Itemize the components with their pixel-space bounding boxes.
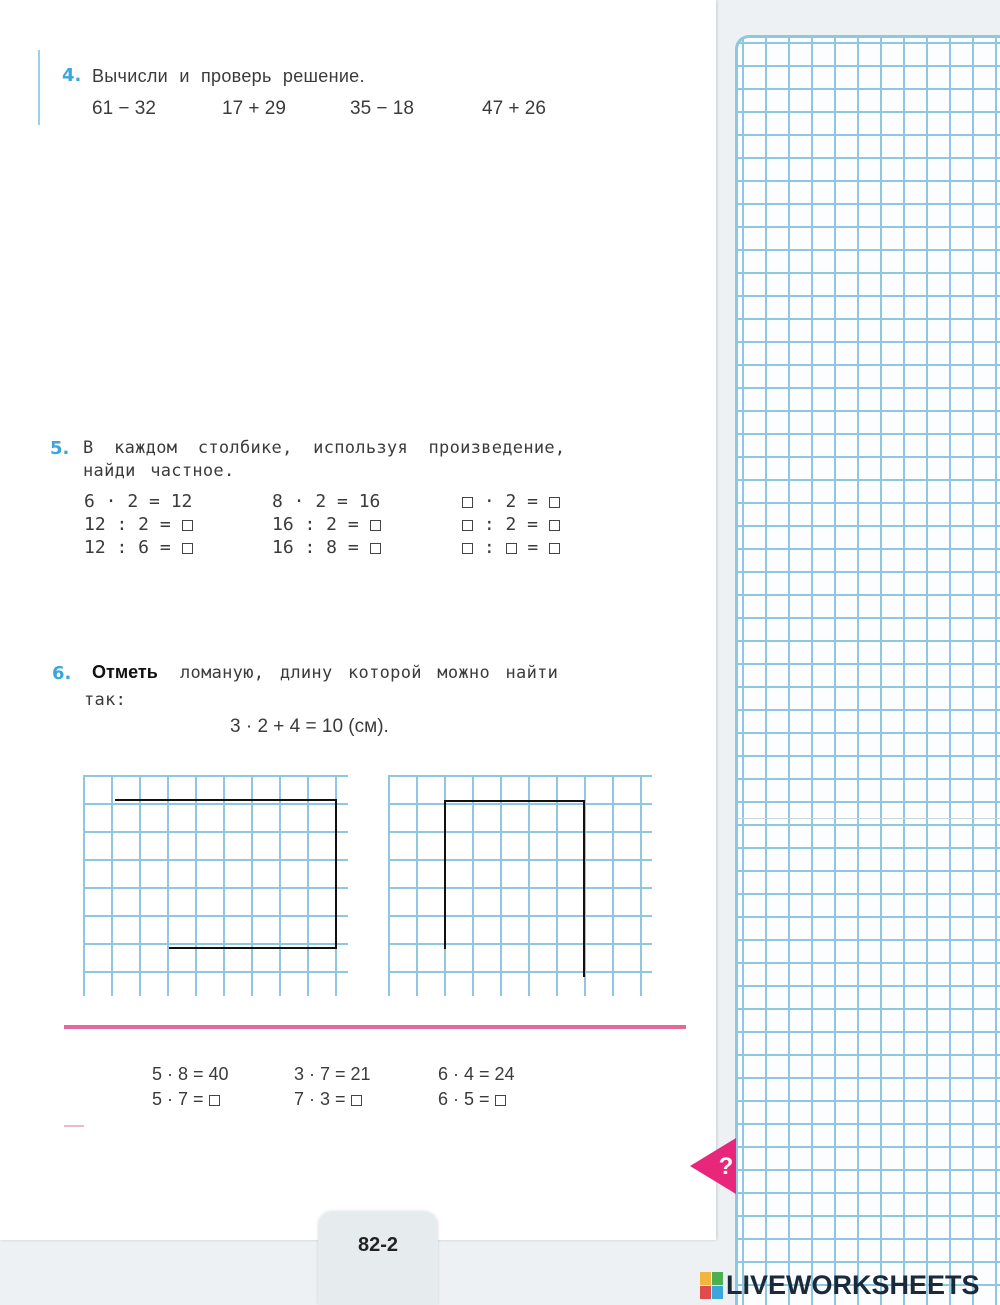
- polyline-1: [83, 775, 348, 996]
- answer-box[interactable]: [182, 520, 193, 531]
- task5-col3-row1: · 2 =: [462, 490, 560, 513]
- answer-box[interactable]: [462, 543, 473, 554]
- task6-formula: 3 · 2 + 4 = 10 (см).: [230, 716, 389, 737]
- bottom-col1-row2: 5 · 7 =: [152, 1088, 220, 1111]
- section-divider: [64, 1025, 686, 1029]
- bottom-col1-row1: 5 · 8 = 40: [152, 1064, 229, 1084]
- page-number-tab: [318, 1212, 438, 1305]
- answer-box[interactable]: [462, 497, 473, 508]
- answer-box[interactable]: [370, 543, 381, 554]
- task4-number: 4.: [62, 65, 82, 86]
- task5-col2-row3: 16 : 8 =: [272, 536, 381, 559]
- bottom-col3-row2: 6 · 5 =: [438, 1088, 506, 1111]
- question-icon: [690, 1138, 736, 1194]
- help-badge[interactable]: [690, 1138, 736, 1194]
- bottom-col2-row1: 3 · 7 = 21: [294, 1064, 371, 1084]
- task5-col1-row2: 12 : 2 =: [84, 513, 193, 536]
- task4-expression-4: 47 + 26: [482, 98, 546, 119]
- polyline-option-2[interactable]: [388, 775, 652, 996]
- answer-box[interactable]: [462, 520, 473, 531]
- bottom-col2-row2: 7 · 3 =: [294, 1088, 362, 1111]
- task5-instruction-line2: найди частное.: [83, 461, 235, 481]
- task5-instruction-line1: В каждом столбике, используя произведение,: [83, 438, 566, 458]
- answer-box[interactable]: [351, 1095, 362, 1106]
- answer-box[interactable]: [209, 1095, 220, 1106]
- task5-col3-row2: : 2 =: [462, 513, 560, 536]
- answer-box[interactable]: [370, 520, 381, 531]
- grid-notebook-panel: [735, 35, 1000, 1305]
- panel-fold-line: [738, 818, 1000, 819]
- task4-instruction: Вычисли и проверь решение.: [92, 66, 365, 86]
- answer-box[interactable]: [495, 1095, 506, 1106]
- polyline-option-1[interactable]: [83, 775, 348, 996]
- polyline-2: [388, 775, 652, 996]
- task5-col3-row3: : =: [462, 536, 560, 559]
- task4-expression-2: 17 + 29: [222, 98, 286, 119]
- page-number: 82-2: [357, 1234, 399, 1256]
- svg-text:?: ?: [718, 1153, 734, 1180]
- liveworksheets-brand[interactable]: [700, 1268, 1000, 1302]
- task5-col2-row1: 8 · 2 = 16: [272, 491, 381, 512]
- task6-instruction-word: Отметь: [92, 662, 158, 682]
- task5-number: 5.: [50, 438, 70, 459]
- task5-col1-row3: 12 : 6 =: [84, 536, 193, 559]
- answer-box[interactable]: [182, 543, 193, 554]
- task4-expression-3: 35 − 18: [350, 98, 414, 119]
- bottom-col3-row1: 6 · 4 = 24: [438, 1064, 515, 1084]
- task6-instruction-line2: так:: [84, 690, 127, 710]
- task4-expression-1: 61 − 32: [92, 98, 156, 119]
- task6-instruction-rest: ломаную, длину которой можно найти: [180, 663, 559, 683]
- answer-box[interactable]: [549, 497, 560, 508]
- liveworksheets-logo-icon: [700, 1272, 724, 1302]
- brand-name: LIVEWORKSHEETS: [726, 1270, 980, 1300]
- task4-margin-bar: [38, 50, 40, 125]
- answer-box[interactable]: [549, 520, 560, 531]
- answer-box[interactable]: [549, 543, 560, 554]
- task6-number: 6.: [52, 663, 72, 684]
- task5-col1-row1: 6 · 2 = 12: [84, 491, 193, 512]
- answer-box[interactable]: [506, 543, 517, 554]
- pink-mark: [64, 1125, 84, 1127]
- task5-col2-row2: 16 : 2 =: [272, 513, 381, 536]
